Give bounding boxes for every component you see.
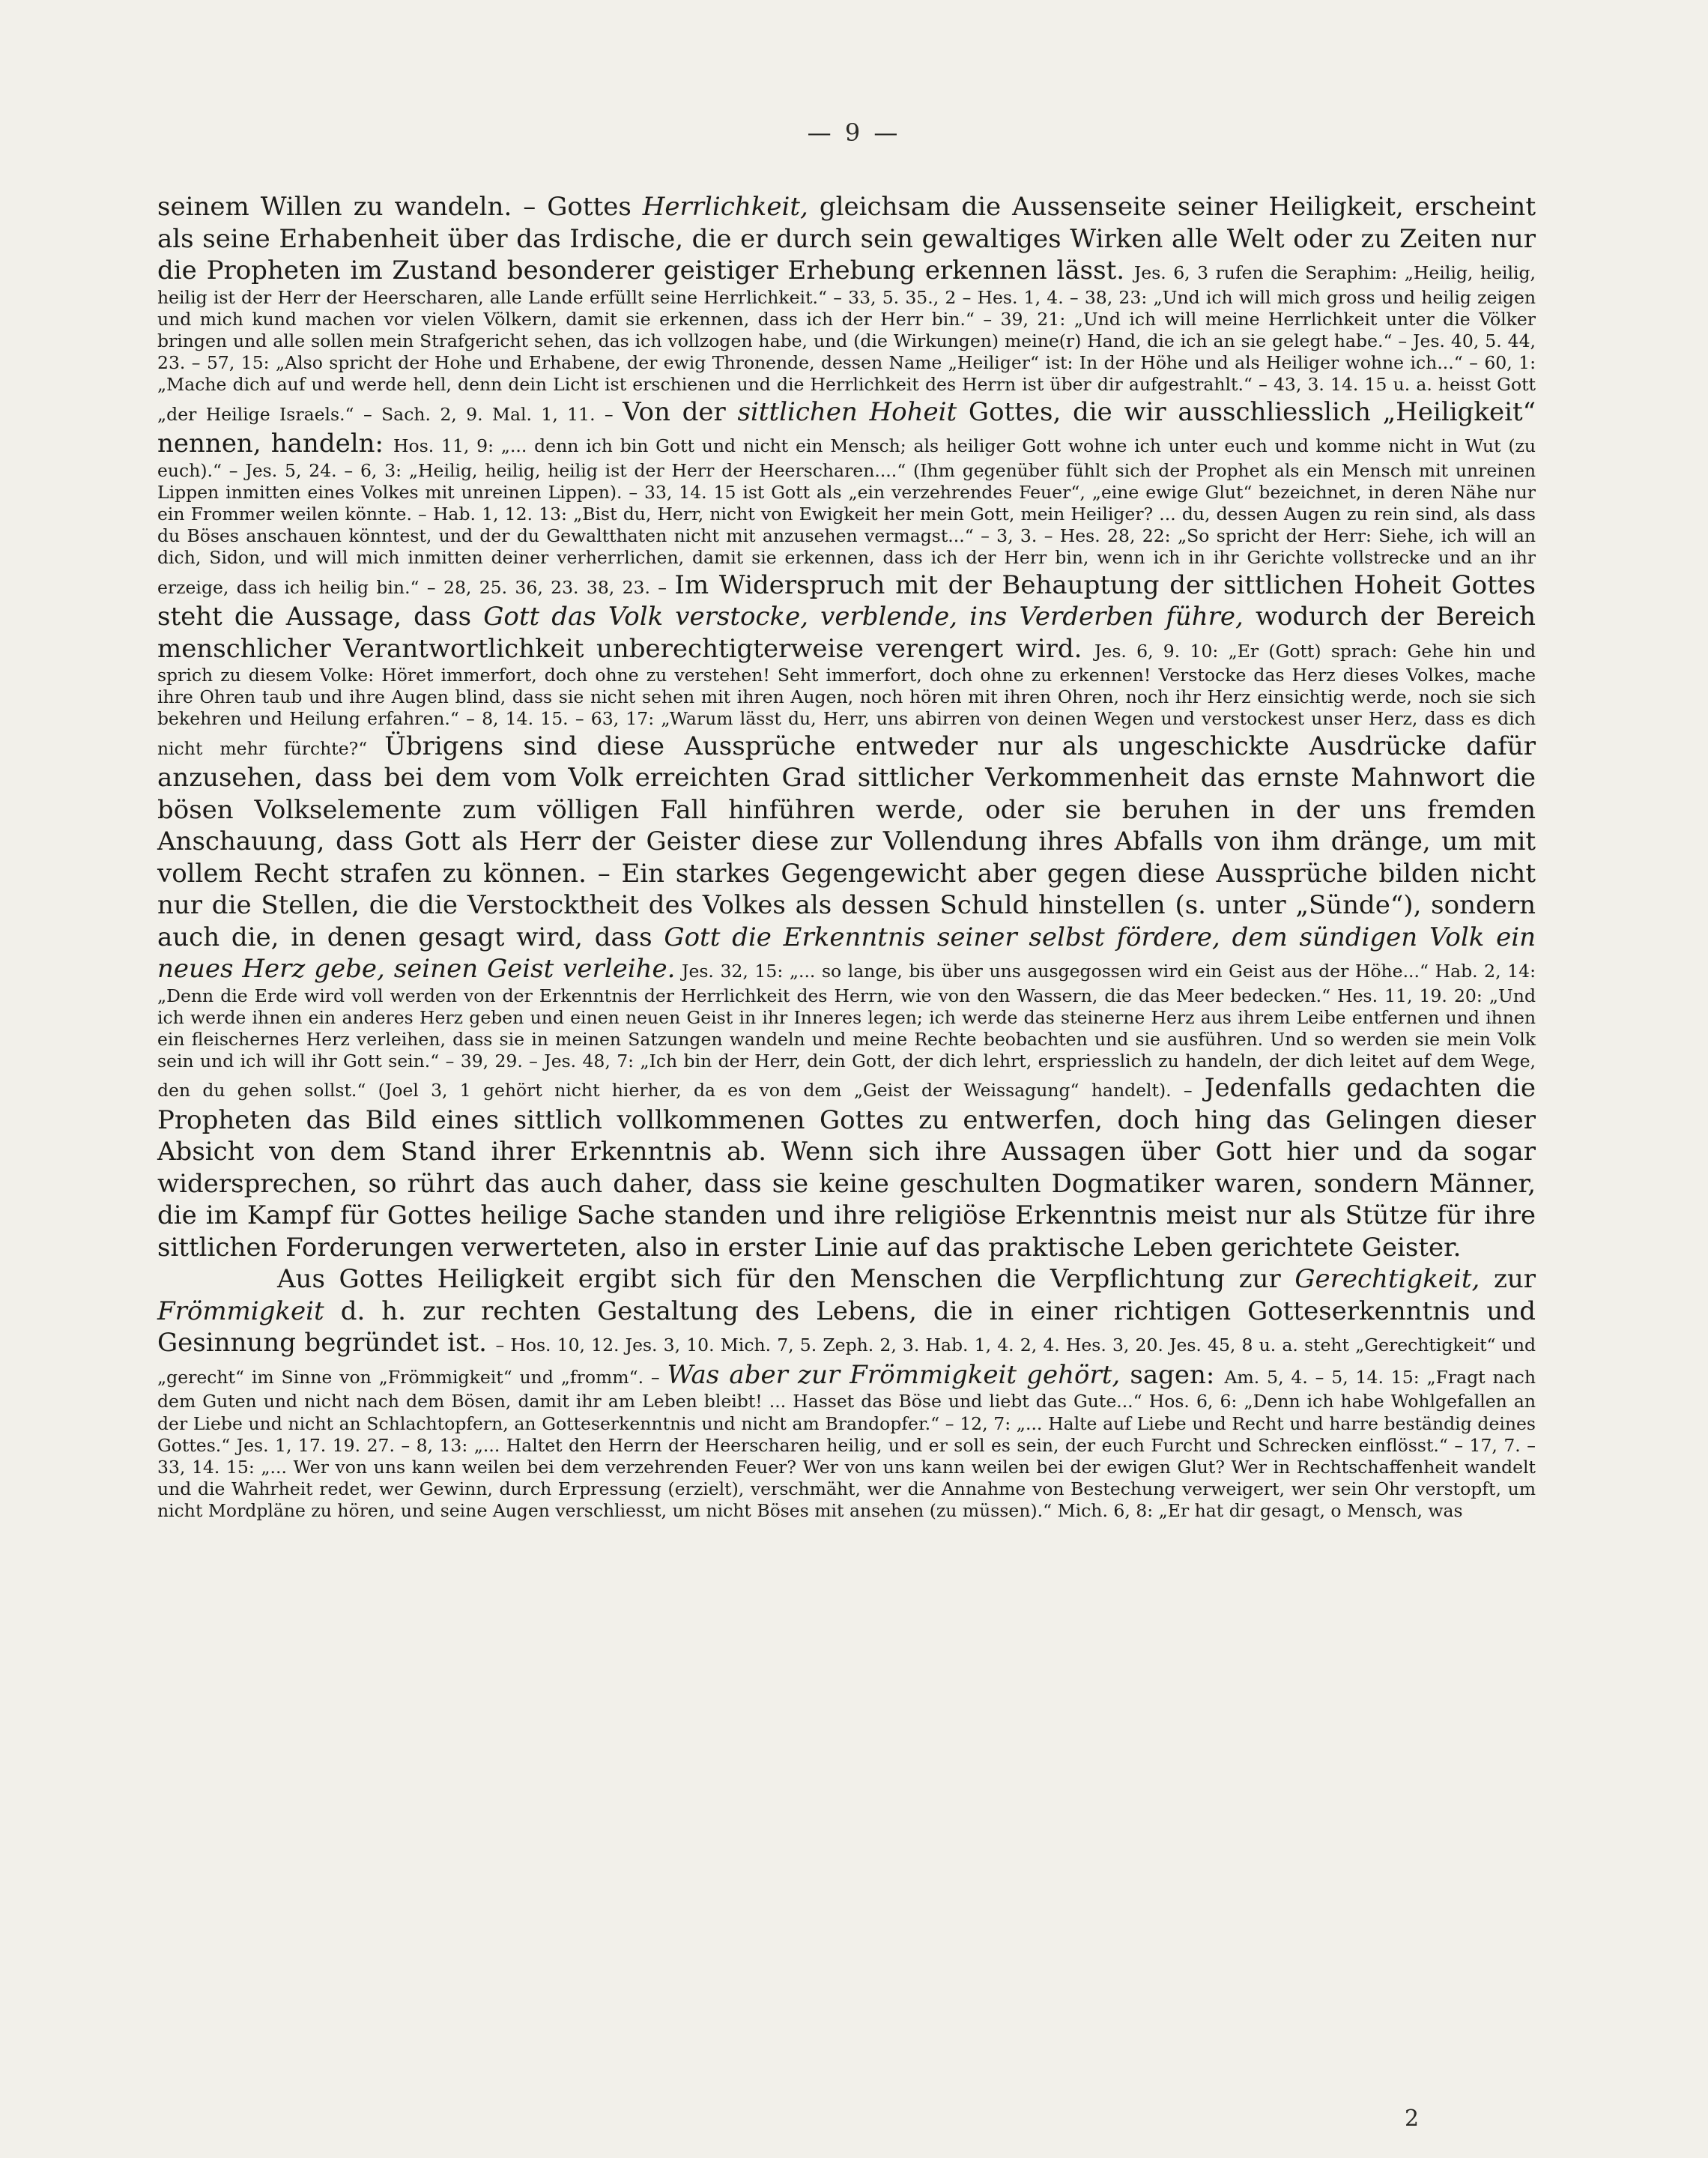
page-number-header: — 9 — xyxy=(807,118,901,147)
body-text: seinem Willen zu wandeln. – Gottes xyxy=(157,192,643,222)
body-text: d. h. zur rechten Gestaltung des Lebens, die in einer richtigen Gotteserkenntnis und Gesinnung begründet ist. xyxy=(157,1296,1536,1358)
body-text: Übrigens sind diese Aussprüche entweder nur als ungeschickte Ausdrücke dafür anzusehen, dass bei dem vom Volk erreichten Grad sittlicher Verkommenheit das ernste Mahnwort die bösen Volkselemente zum völligen Fall hinführen werde, oder sie beruhen in der uns fremden Anschauung, dass Gott als Herr der Geister diese zur Vollendung ihres Abfalls von ihm dränge, um mit vollem Recht strafen zu können. – Ein starkes Gegengewicht aber gegen diese Aussprüche bilden nicht nur die Stellen, die die Verstocktheit des Volkes als dessen Schuld hinstellen (s. unter „Sünde“), sondern auch die, in denen gesagt wird, dass xyxy=(157,731,1536,952)
body-text: Von der xyxy=(623,396,738,427)
emphasis-text: Frömmigkeit xyxy=(157,1296,324,1326)
citation-text: Jes. 6, 9. 10: „Er (Gott) sprach: Gehe hin und sprich zu diesem Volke: Höret immerfort, doch ohne zu verstehen! Seht immerfort, doch ohne zu erkennen! Verstocke das Herz dieses Volkes, mache ihre Ohren taub und ihre Augen blind, dass sie nicht sehen mit ihren Augen, noch hören mit ihren Ohren, noch ihr Herz einsichtig werde, noch sie sich bekehren und Heilung erfahren.“ – 8, 14. 15. – 63, 17: „Warum lässt du, Herr, uns abirren von deinen Wegen und verstockest unser Herz, dass es dich nicht mehr fürchte?“ xyxy=(157,640,1536,759)
emphasis-text: Gerechtigkeit, xyxy=(1294,1264,1480,1295)
citation-text: Hos. 11, 9: „... denn ich bin Gott und nicht ein Mensch; als heiliger Gott wohne ich unter euch und komme nicht in Wut (zu euch).“ – Jes. 5, 24. – 6, 3: „Heilig, heilig, heilig ist der Herr der Heerscharen....“ (Ihm gegenüber fühlt sich der Prophet als ein Mensch mit unreinen Lippen inmitten eines Volkes mit unreinen Lippen). – 33, 14. 15 ist Gott als „ein verzehrendes Feuer“, „eine ewige Glut“ bezeichnet, in deren Nähe nur ein Frommer weilen könnte. – Hab. 1, 12. 13: „Bist du, Herr, nicht von Ewigkeit her mein Gott, mein Heiliger? ... du, dessen Augen zu rein sind, als dass du Böses anschauen könntest, und der du Gewaltthaten nicht mit anzusehen vermagst...“ – 3, 3. – Hes. 28, 22: „So spricht der Herr: Siehe, ich will an dich, Sidon, und will mich inmitten deiner verherrlichen, damit sie erkennen, dass ich der Herr bin, wenn ich in ihr Gerichte vollstrecke und an ihr erzeige, dass ich heilig bin.“ – 28, 25. 36, 23. 38, 23. – xyxy=(157,435,1536,598)
emphasis-text: Herrlichkeit, xyxy=(642,192,808,222)
body-text: Jedenfalls gedachten die Propheten das Bild eines sittlich vollkommenen Gottes zu entwerfen, doch hing das Gelingen dieser Absicht von dem Stand ihrer Erkenntnis ab. Wenn sich ihre Aussagen über Gott hier und da sogar widersprechen, so rührt das auch daher, dass sie keine geschulten Dogmatiker waren, sondern Männer, die im Kampf für Gottes heilige Sache standen und ihre religiöse Erkenntnis meist nur als Stütze für ihre sittlichen Forderungen verwerteten, also in erster Linie auf das praktische Leben gerichtete Geister. xyxy=(157,1073,1536,1263)
main-text-block xyxy=(157,191,1536,1523)
body-text: sagen: xyxy=(1120,1359,1225,1390)
body-text: Gottes, die wir ausschliesslich „Heiligkeit“ nennen, handeln: xyxy=(157,396,1536,459)
body-text: gleichsam die Aussenseite seiner Heiligkeit, erscheint als seine Erhabenheit über das Irdische, die er durch sein gewaltiges Wirken alle Welt oder zu Zeiten nur die Propheten im Zustand besonderer geistiger Erhebung erkennen lässt. xyxy=(157,192,1536,285)
paragraph xyxy=(157,191,1536,1263)
emphasis-text: sittlichen Hoheit xyxy=(737,396,957,427)
citation-text: Jes. 6, 3 rufen die Seraphim: „Heilig, heilig, heilig ist der Herr der Heerscharen, alle Lande erfüllt seine Herrlichkeit.“ – 33, 5. 35., 2 – Hes. 1, 4. – 38, 23: „Und ich will mich gross und heilig zeigen und mich kund machen vor vielen Völkern, damit sie erkennen, dass ich der Herr bin.“ – 39, 21: „Und ich will meine Herrlichkeit unter die Völker bringen und alle sollen mein Strafgericht sehen, das ich vollzogen habe, und (die Wirkungen) meine(r) Hand, die ich an sie gelegt habe.“ – Jes. 40, 5. 44, 23. – 57, 15: „Also spricht der Hohe und Erhabene, der ewig Thronende, dessen Name „Heiliger“ ist: In der Höhe und als Heiliger wohne ich...“ – 60, 1: „Mache dich auf und werde hell, denn dein Licht ist erschienen und die Herrlichkeit des Herrn ist über dir aufgestrahlt.“ – 43, 3. 14. 15 u. a. heisst Gott „der Heilige Israels.“ – Sach. 2, 9. Mal. 1, 11. – xyxy=(157,262,1536,425)
paragraph xyxy=(157,1263,1536,1522)
emphasis-text: Gott die Erkenntnis seiner selbst fördere, dem sündigen Volk ein neues Herz gebe, seinen Geist verleihe. xyxy=(157,922,1536,985)
footer-signature-mark: 2 xyxy=(1405,2106,1420,2132)
emphasis-text: Gott das Volk verstocke, verblende, ins Verderben führe, xyxy=(483,602,1244,632)
body-text: wodurch der Bereich menschlicher Verantwortlichkeit unberechtigterweise verengert wird. xyxy=(157,602,1536,664)
body-text: Aus Gottes Heiligkeit ergibt sich für den Menschen die Verpflichtung zur xyxy=(277,1264,1295,1295)
citation-text: Jes. 32, 15: „... so lange, bis über uns ausgegossen wird ein Geist aus der Höhe...“ Hab. 2, 14: „Denn die Erde wird voll werden von der Erkenntnis der Herrlichkeit des Herrn, wie von den Wassern, die das Meer bedecken.“ Hes. 11, 19. 20: „Und ich werde ihnen ein anderes Herz geben und einen neuen Geist in ihr Inneres legen; ich werde das steinerne Herz aus ihrem Leibe entfernen und ihnen ein fleischernes Herz verleihen, dass sie in meinen Satzungen wandeln und meine Rechte beobachten und sie ausführen. Und so werden sie mein Volk sein und ich will ihr Gott sein.“ – 39, 29. – Jes. 48, 7: „Ich bin der Herr, dein Gott, der dich lehrt, erspriesslich zu handeln, der dich leitet auf dem Wege, den du gehen sollst.“ (Joel 3, 1 gehört nicht hierher, da es von dem „Geist der Weissagung“ handelt). – xyxy=(157,961,1536,1101)
citation-text: – Hos. 10, 12. Jes. 3, 10. Mich. 7, 5. Zeph. 2, 3. Hab. 1, 4. 2, 4. Hes. 3, 20. Jes. 45, 8 u. a. steht „Gerechtigkeit“ und „gerecht“ im Sinne von „Frömmigkeit“ und „fromm“. – xyxy=(157,1335,1536,1388)
citation-text: Am. 5, 4. – 5, 14. 15: „Fragt nach dem Guten und nicht nach dem Bösen, damit ihr am Leben bleibt! ... Hasset das Böse und liebt das Gute...“ Hos. 6, 6: „Denn ich habe Wohlgefallen an der Liebe und nicht an Schlachtopfern, an Gotteserkenntnis und nicht am Brandopfer.“ – 12, 7: „... Halte auf Liebe und Recht und harre beständig deines Gottes.“ Jes. 1, 17. 19. 27. – 8, 13: „... Haltet den Herrn der Heerscharen heilig, und er soll es sein, der euch Furcht und Schrecken einflösst.“ – 17, 7. – 33, 14. 15: „... Wer von uns kann weilen bei dem verzehrenden Feuer? Wer von uns kann weilen bei der ewigen Glut? Wer in Rechtschaffenheit wandelt und die Wahrheit redet, wer Gewinn, durch Erpressung (erzielt), verschmäht, wer die Annahme von Bestechung verweigert, wer sein Ohr verstopft, um nicht Mordpläne zu hören, und seine Augen verschliesst, um nicht Böses mit ansehen (zu müssen).“ Mich. 6, 8: „Er hat dir gesagt, o Mensch, was xyxy=(157,1366,1536,1522)
body-text: zur xyxy=(1480,1264,1536,1295)
body-text: Im Widerspruch mit der Behauptung der sittlichen Hoheit Gottes steht die Aussage, dass xyxy=(157,569,1536,632)
emphasis-text: Was aber zur Frömmigkeit gehört, xyxy=(667,1359,1121,1390)
